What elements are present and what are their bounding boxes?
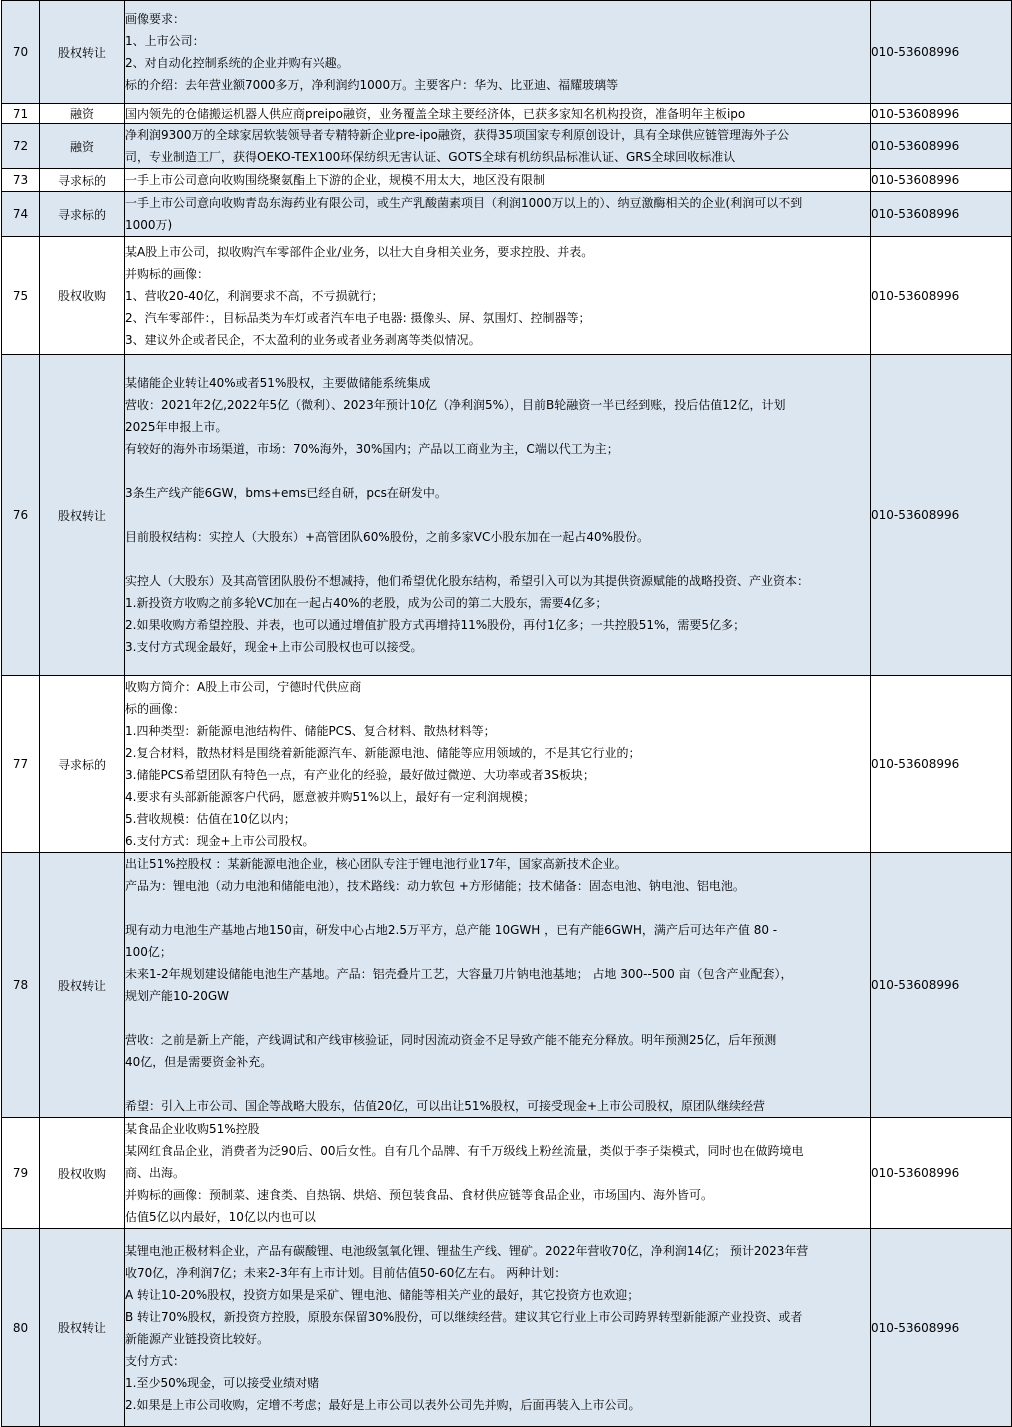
description-line: 司，专业制造工厂，获得OEKO-TEX100环保纺织无害认证、GOTS全球有机纺织品标准认证、GRS全球回收标准认 — [125, 150, 736, 164]
blank-line — [125, 1007, 870, 1029]
description-line: 画像要求： — [125, 12, 186, 26]
deal-row — [2, 124, 1012, 169]
description-line: A 转让10-20%股权，投资方如果是采矿、锂电池、储能等相关产业的最好，其它投资方也欢迎； — [125, 1287, 640, 1302]
description-line: 某网红食品企业，消费者为泛90后、00后女性。自有几个品牌、有千万级线上粉丝流量，类似于李子柒模式，同时也在做跨境电 — [125, 1144, 804, 1158]
deal-description — [125, 676, 871, 853]
deal-row — [2, 1229, 1012, 1427]
description-line: 1.四种类型：新能源电池结构件、储能PCS、复合材料、散热材料等； — [125, 724, 496, 738]
description-line: 净利润9300万的全球家居软装领导者专精特新企业pre-ipo融资，获得35项国家专利原创设计，具有全球供应链管理海外子公 — [125, 128, 790, 142]
description-line: 某储能企业转让40%或者51%股权，主要做储能系统集成 — [125, 376, 431, 390]
row-number: 75 — [2, 237, 40, 355]
contact-phone: 010-53608996 — [871, 1118, 1012, 1229]
deal-description — [125, 1, 871, 104]
description-line: 收70亿，净利润7亿；未来2-3年有上市计划。目前估值50-60亿左右。 两种计划： — [125, 1265, 567, 1280]
contact-phone: 010-53608996 — [871, 1229, 1012, 1427]
deal-row — [2, 237, 1012, 355]
row-number: 79 — [2, 1118, 40, 1229]
blank-line — [125, 504, 870, 526]
deal-description — [125, 124, 871, 169]
deal-type: 股权收购 — [40, 237, 125, 355]
deal-description — [125, 1118, 871, 1229]
deal-table-body — [2, 1, 1012, 1427]
deal-type: 股权转让 — [40, 1, 125, 104]
blank-line — [125, 548, 870, 570]
deal-description — [125, 1229, 871, 1427]
description-line: 3、建议外企或者民企，不太盈利的业务或者业务剥离等类似情况。 — [125, 332, 481, 347]
description-line: 估值5亿以内最好，10亿以内也可以 — [125, 1210, 316, 1224]
description-line: 标的介绍：去年营业额7000多万，净利润约1000万。主要客户：华为、比亚迪、福耀玻璃等 — [125, 78, 619, 92]
deal-type: 融资 — [40, 104, 125, 124]
description-line: 2、汽车零部件：，目标品类为车灯或者汽车电子电器: 摄像头、屏、氛围灯、控制器等； — [125, 310, 591, 325]
deal-description — [125, 192, 871, 237]
contact-phone: 010-53608996 — [871, 169, 1012, 192]
description-line: 支付方式： — [125, 1353, 186, 1368]
description-line: 新能源产业链投资比较好。 — [125, 1331, 270, 1346]
description-line: 1000万) — [125, 218, 173, 232]
deal-description — [125, 853, 871, 1118]
deal-description — [125, 104, 871, 124]
deal-type: 寻求标的 — [40, 676, 125, 853]
deal-row — [2, 676, 1012, 853]
description-line: 某锂电池正极材料企业，产品有碳酸锂、电池级氢氧化锂、锂盐生产线、锂矿。2022年营收70亿，净利润14亿； 预计2023年营 — [125, 1243, 809, 1258]
deal-type: 寻求标的 — [40, 169, 125, 192]
description-line: 100亿； — [125, 945, 172, 959]
description-line: 5.营收规模：估值在10亿以内； — [125, 812, 296, 826]
description-line: 并购标的画像： — [125, 266, 210, 281]
description-line: 1、上市公司： — [125, 34, 205, 48]
description-line: 1、营收20-40亿，利润要求不高，不亏损就行； — [125, 288, 384, 303]
description-line: 2.复合材料，散热材料是围绕着新能源汽车、新能源电池、储能等应用领域的，不是其它行业的； — [125, 746, 641, 760]
description-line: 6.支付方式：现金+上市公司股权。 — [125, 834, 315, 848]
description-line: 商、出海。 — [125, 1166, 186, 1180]
deal-description — [125, 355, 871, 676]
description-line: 并购标的画像：预制菜、速食类、自热锅、烘焙、预包装食品、食材供应链等食品企业，市场国内、海外皆可。 — [125, 1188, 714, 1202]
deal-listing-table — [1, 0, 1012, 1427]
description-line: 标的画像： — [125, 702, 186, 716]
description-line: 目前股权结构：实控人（大股东）+高管团队60%股份，之前多家VC小股东加在一起占40%股份。 — [125, 530, 649, 544]
deal-description — [125, 169, 871, 192]
contact-phone: 010-53608996 — [871, 1, 1012, 104]
deal-row — [2, 853, 1012, 1118]
contact-phone: 010-53608996 — [871, 237, 1012, 355]
deal-type: 股权转让 — [40, 355, 125, 676]
row-number: 72 — [2, 124, 40, 169]
row-number: 77 — [2, 676, 40, 853]
description-line: 收购方简介：A股上市公司，宁德时代供应商 — [125, 680, 362, 694]
deal-row — [2, 192, 1012, 237]
blank-line — [125, 460, 870, 482]
description-line: 规划产能10-20GW — [125, 989, 230, 1003]
description-line: 某A股上市公司，拟收购汽车零部件企业/业务，以壮大自身相关业务，要求控股、并表。 — [125, 244, 594, 259]
description-line: 40亿，但是需要资金补充。 — [125, 1055, 273, 1069]
deal-row — [2, 1, 1012, 104]
deal-type: 寻求标的 — [40, 192, 125, 237]
row-number: 73 — [2, 169, 40, 192]
contact-phone: 010-53608996 — [871, 104, 1012, 124]
contact-phone: 010-53608996 — [871, 676, 1012, 853]
description-line: 2025年申报上市。 — [125, 420, 228, 434]
description-line: 一手上市公司意向收购围绕聚氨酯上下游的企业，规模不用太大，地区没有限制 — [125, 173, 546, 187]
description-line: 未来1-2年规划建设储能电池生产基地。产品：铝壳叠片工艺，大容量刀片钠电池基地； 占地 300--500 亩（包含产业配套）， — [125, 967, 793, 981]
description-line: 1.至少50%现金，可以接受业绩对赌 — [125, 1375, 320, 1390]
description-line: 2、对自动化控制系统的企业并购有兴趣。 — [125, 56, 349, 70]
deal-row — [2, 169, 1012, 192]
description-line: 营收：2021年2亿,2022年5亿（微利）、2023年预计10亿（净利润5%），目前B轮融资一半已经到账，投后估值12亿，计划 — [125, 398, 786, 412]
description-line: 1.新投资方收购之前多轮VC加在一起占40%的老股，成为公司的第二大股东，需要4亿多； — [125, 596, 608, 610]
deal-row — [2, 104, 1012, 124]
description-line: 现有动力电池生产基地占地150亩，研发中心占地2.5万平方，总产能 10GWH ，已有产能6GWH，满产后可达年产值 80 - — [125, 923, 778, 937]
deal-type: 融资 — [40, 124, 125, 169]
deal-row — [2, 1118, 1012, 1229]
description-line: 某食品企业收购51%控股 — [125, 1122, 260, 1136]
description-line: 营收：之前是新上产能，产线调试和产线审核验证，同时因流动资金不足导致产能不能充分释放。明年预测25亿，后年预测 — [125, 1033, 777, 1047]
deal-type: 股权转让 — [40, 853, 125, 1118]
contact-phone: 010-53608996 — [871, 124, 1012, 169]
row-number: 70 — [2, 1, 40, 104]
description-line: 3.储能PCS希望团队有特色一点，有产业化的经验，最好做过微逆、大功率或者3S板块； — [125, 768, 595, 782]
blank-line — [125, 897, 870, 919]
description-line: 2.如果收购方希望控股、并表，也可以通过增值扩股方式再增持11%股份，再付1亿多；一共控股51%，需要5亿多； — [125, 618, 746, 632]
description-line: 一手上市公司意向收购青岛东海药业有限公司，或生产乳酸菌素项目（利润1000万以上的）、纳豆激酶相关的企业(利润可以不到 — [125, 196, 803, 210]
row-number: 76 — [2, 355, 40, 676]
row-number: 74 — [2, 192, 40, 237]
contact-phone: 010-53608996 — [871, 355, 1012, 676]
description-line: 国内领先的仓储搬运机器人供应商preipo融资，业务覆盖全球主要经济体，已获多家知名机构投资，准备明年主板ipo — [125, 106, 746, 121]
row-number: 80 — [2, 1229, 40, 1427]
deal-description — [125, 237, 871, 355]
description-line: 希望：引入上市公司、国企等战略大股东，估值20亿，可以出让51%股权，可接受现金+上市公司股权，原团队继续经营 — [125, 1099, 766, 1113]
contact-phone: 010-53608996 — [871, 853, 1012, 1118]
contact-phone: 010-53608996 — [871, 192, 1012, 237]
description-line: 3条生产线产能6GW，bms+ems已经自研，pcs在研发中。 — [125, 486, 447, 500]
deal-type: 股权转让 — [40, 1229, 125, 1427]
description-line: 4.要求有头部新能源客户代码，愿意被并购51%以上，最好有一定利润规模； — [125, 790, 536, 804]
description-line: 2.如果是上市公司收购，定增不考虑；最好是上市公司以表外公司先并购，后面再装入上市公司。 — [125, 1397, 641, 1412]
description-line: 出让51%控股权 ：某新能源电池企业，核心团队专注于锂电池行业17年，国家高新技术企业。 — [125, 857, 627, 871]
description-line: B 转让70%股权，新投资方控股，原股东保留30%股份，可以继续经营。建议其它行业上市公司跨界转型新能源产业投资、或者 — [125, 1309, 803, 1324]
blank-line — [125, 1073, 870, 1095]
row-number: 71 — [2, 104, 40, 124]
row-number: 78 — [2, 853, 40, 1118]
deal-row — [2, 355, 1012, 676]
description-line: 产品为：锂电池（动力电池和储能电池），技术路线：动力软包 +方形储能；技术储备：固态电池、钠电池、铝电池。 — [125, 879, 745, 893]
description-line: 有较好的海外市场渠道，市场：70%海外，30%国内；产品以工商业为主，C端以代工为主； — [125, 442, 619, 456]
description-line: 3.支付方式现金最好，现金+上市公司股权也可以接受。 — [125, 640, 423, 654]
deal-type: 股权收购 — [40, 1118, 125, 1229]
description-line: 实控人（大股东）及其高管团队股份不想减持，他们希望优化股东结构，希望引入可以为其提供资源赋能的战略投资、产业资本： — [125, 574, 810, 588]
